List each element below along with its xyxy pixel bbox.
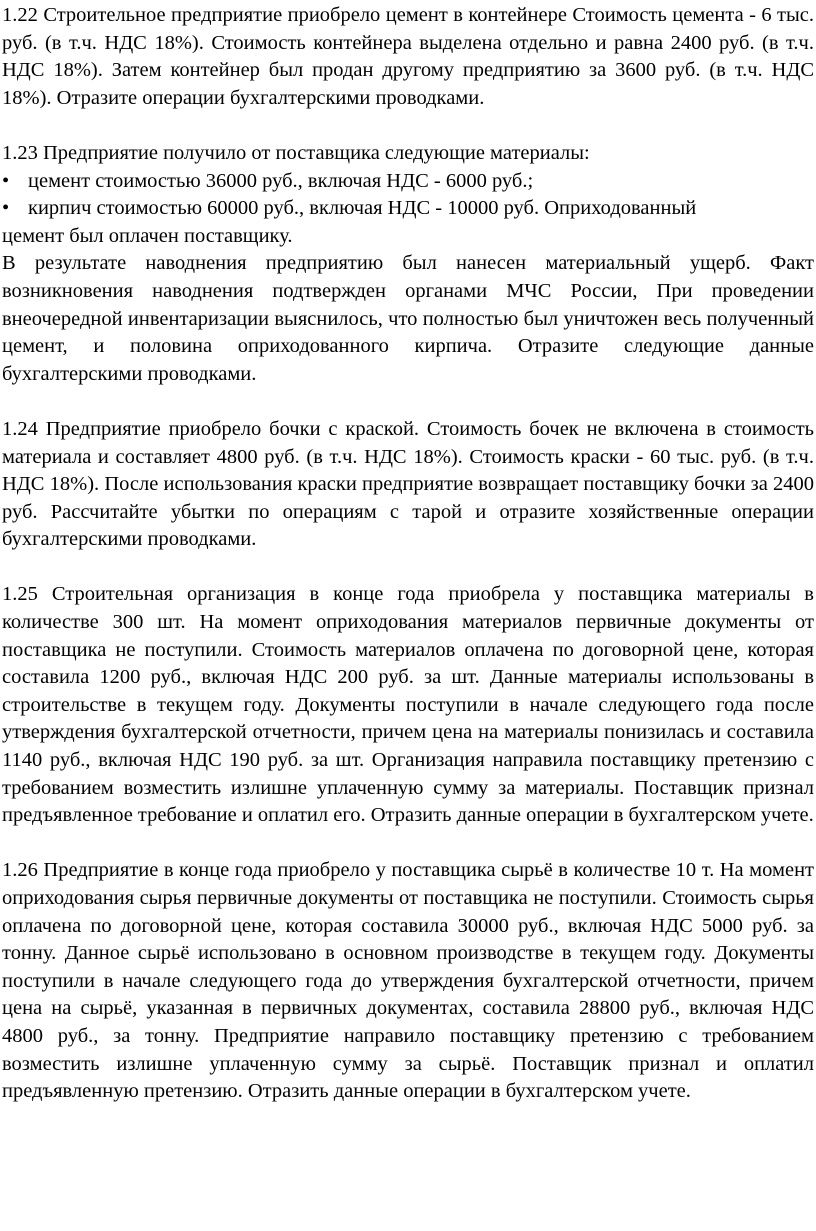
task-number: 1.26 [2, 859, 38, 882]
paragraph-gap [2, 554, 814, 582]
bullet-text: кирпич стоимостью 60000 руб., включая НДС - 10000 руб. Оприходованный [28, 197, 697, 220]
paragraph-gap [2, 830, 814, 858]
task-text: Строительная организация в конце года приобрела у поставщика материалы в количестве 300 шт. На момент оприходования материалов первичные документы от поставщика не поступили. Стоимость материалов оплачена по договорной цене, которая составила 1200 руб., включая НДС 200 руб. за шт. Данные материалы использованы в строительстве в текущем году. Документы поступили в начале следующего года после утверждения бухгалтерской отчетности, причем цена на материалы понизилась и составила 1140 руб., включая НДС 190 руб. за шт. Организация направила поставщику претензию с требованием возместить излишне уплаченную сумму за материалы. Поставщик признал предъявленное требование и оплатил его. Отразить данные операции в бухгалтерском учете. [2, 583, 814, 827]
bullet-text: цемент стоимостью 36000 руб., включая НДС - 6000 руб.; [28, 169, 534, 192]
bullet-continuation: цемент был оплачен поставщику. [2, 224, 293, 247]
task-1-26 [2, 857, 814, 1105]
task-intro: Предприятие получило от поставщика следующие материалы: [43, 141, 590, 164]
task-text: Строительное предприятие приобрело цемент в контейнере Стоимость цемента - 6 тыс. руб. (в т.ч. НДС 18%). Стоимость контейнера выделена отдельно и равна 2400 руб. (в т.ч. НДС 18%). Затем контейнер был продан другому предприятию за 3600 руб. (в т.ч. НДС 18%). Отразите операции бухгалтерскими проводками. [2, 4, 815, 109]
task-1-23-text: В результате наводнения предприятию был нанесен материальный ущерб. Факт возникновения наводнения подтвержден органами МЧС России, При проведении внеочередной инвентаризации выяснилось, что полностью был уничтожен весь полученный цемент, и половина оприходованного кирпича. Отразите следующие данные бухгалтерскими проводками. [2, 252, 814, 385]
task-1-25 [2, 581, 814, 829]
paragraph-gap [2, 112, 814, 140]
task-text: Предприятие приобрело бочки с краской. Стоимость бочек не включена в стоимость материала и составляет 4800 руб. (в т.ч. НДС 18%). Стоимость краски - 60 тыс. руб. (в т.ч. НДС 18%). После использования краски предприятие возвращает поставщику бочки за 2400 руб. Рассчитайте убытки по операциям с тарой и отразите хозяйственные операции бухгалтерскими проводками. [2, 417, 815, 551]
task-number: 1.22 [2, 4, 38, 26]
task-text: Предприятие в конце года приобрело у поставщика сырьё в количестве 10 т. На момент оприходования сырья первичные документы от поставщика не поступили. Стоимость сырья оплачена по договорной цене, которая составила 30000 руб., включая НДС 5000 руб. за тонну. Данное сырьё использовано в основном производстве в текущем году. Документы поступили в начале следующего года до утверждения бухгалтерской отчетности, причем цена на сырьё, указанная в первичных документах, составила 28800 руб., включая НДС 4800 руб., за тонну. Предприятие направило поставщику претензию с требованием возместить излишне уплаченную сумму за сырьё. Поставщик признал и оплатил предъявленную претензию. Отразить данные операции в бухгалтерском учете. [2, 859, 814, 1103]
task-number: 1.24 [2, 417, 38, 440]
task-1-24 [2, 416, 814, 554]
task-1-22 [2, 2, 814, 112]
task-number: 1.23 [2, 141, 38, 164]
bullet-mark: • [2, 169, 10, 192]
bullet-item [2, 195, 814, 223]
paragraph-gap [2, 388, 814, 416]
bullet-mark: • [2, 197, 10, 220]
bullet-item [2, 168, 814, 196]
task-1-23-intro [2, 140, 814, 168]
task-number: 1.25 [2, 583, 38, 606]
